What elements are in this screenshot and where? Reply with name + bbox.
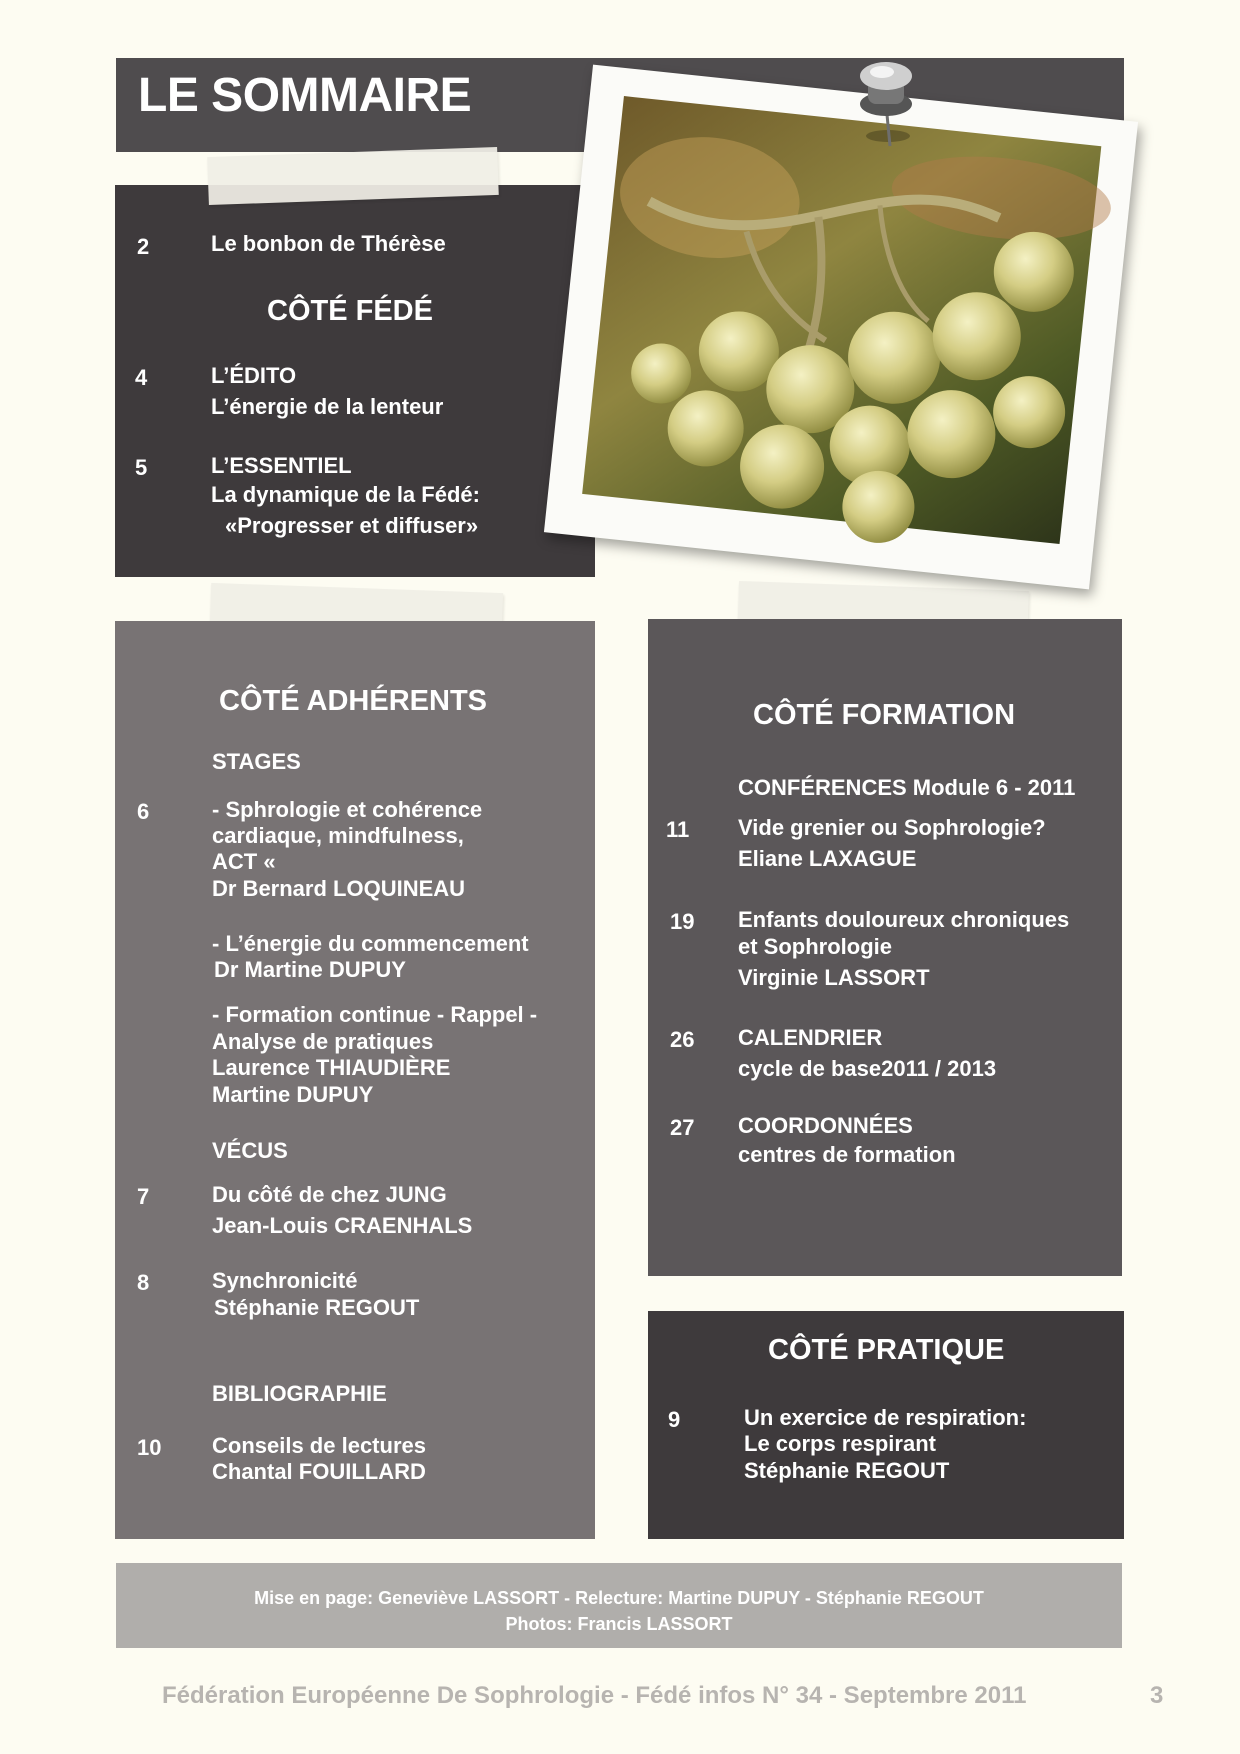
section-heading: CÔTÉ FÉDÉ	[267, 295, 433, 327]
credits-bar	[116, 1563, 1122, 1648]
credits-line: Photos: Francis LASSORT	[505, 1614, 733, 1634]
page-number: 6	[137, 799, 150, 824]
entry-author: Stéphanie REGOUT	[744, 1458, 950, 1483]
entry-title: Le bonbon de Thérèse	[211, 231, 446, 256]
entry-author: Dr Bernard LOQUINEAU	[212, 876, 466, 901]
subsection-label: BIBLIOGRAPHIE	[212, 1381, 387, 1406]
entry-title: et Sophrologie	[738, 934, 892, 959]
entry-title: Du côté de chez JUNG	[212, 1182, 447, 1207]
page-number: 19	[670, 909, 695, 934]
entry-title: Vide grenier ou Sophrologie?	[738, 815, 1046, 840]
page-number: 4	[135, 365, 148, 390]
entry-title: Un exercice de respiration:	[744, 1405, 1027, 1430]
entry-subtitle: centres de formation	[738, 1142, 956, 1167]
entry-title: Enfants douloureux chroniques	[738, 907, 1070, 932]
section-cote-fede	[115, 185, 595, 577]
subsection-label: CONFÉRENCES Module 6 - 2011	[738, 775, 1076, 800]
entry-title: - Formation continue - Rappel -	[212, 1002, 538, 1027]
page-number: 27	[670, 1115, 695, 1140]
page-number: 2	[137, 234, 150, 259]
entry-title: COORDONNÉES	[738, 1113, 913, 1138]
entry-subtitle: Le corps respirant	[744, 1431, 936, 1456]
entry-subtitle: «Progresser et diffuser»	[225, 513, 479, 538]
entry-author: Stéphanie REGOUT	[214, 1295, 420, 1320]
entry-subtitle: cycle de base2011 / 2013	[738, 1056, 997, 1081]
entry-author: Eliane LAXAGUE	[738, 846, 917, 871]
entry-title: L’ÉDITO	[211, 363, 297, 388]
entry-title: - Sphrologie et cohérence	[212, 797, 483, 822]
subsection-label: STAGES	[212, 749, 301, 774]
entry-subtitle: L’énergie de la lenteur	[211, 394, 444, 419]
tape-strip	[207, 147, 498, 205]
entry-title: CALENDRIER	[738, 1025, 883, 1050]
entry-title: Analyse de pratiques	[212, 1029, 434, 1054]
entry-title: cardiaque, mindfulness,	[212, 823, 464, 848]
page-number: 5	[135, 455, 148, 480]
footer-publication: Fédération Européenne De Sophrologie - Fédé infos N° 34 - Septembre 2011	[162, 1682, 1027, 1709]
section-cote-pratique	[648, 1311, 1124, 1539]
credits-line: Mise en page: Geneviève LASSORT - Relecture: Martine DUPUY - Stéphanie REGOUT	[254, 1588, 984, 1608]
page-number: 8	[137, 1270, 150, 1295]
page-number: 7	[137, 1184, 150, 1209]
entry-title: Conseils de lectures	[212, 1433, 426, 1458]
section-cote-adherents	[115, 621, 595, 1539]
page-number: 10	[137, 1435, 162, 1460]
entry-author: Virginie LASSORT	[738, 965, 930, 990]
page-number: 9	[668, 1407, 681, 1432]
subsection-label: VÉCUS	[212, 1138, 288, 1163]
page-number: 11	[666, 817, 690, 842]
push-pin-icon	[838, 54, 928, 154]
entry-title: - L’énergie du commencement	[212, 931, 529, 956]
section-heading: CÔTÉ ADHÉRENTS	[219, 685, 487, 717]
section-heading: CÔTÉ PRATIQUE	[768, 1334, 1005, 1366]
section-heading: CÔTÉ FORMATION	[753, 699, 1016, 731]
entry-author: Jean-Louis CRAENHALS	[212, 1213, 473, 1238]
entry-title: L’ESSENTIEL	[211, 453, 352, 478]
page-number: 26	[670, 1027, 695, 1052]
section-cote-formation	[648, 619, 1122, 1276]
page-number-footer: 3	[1150, 1682, 1164, 1709]
entry-author: Laurence THIAUDIÈRE	[212, 1055, 451, 1080]
page-title: LE SOMMAIRE	[138, 69, 472, 122]
entry-author: Dr Martine DUPUY	[214, 957, 406, 982]
entry-author: Martine DUPUY	[212, 1082, 374, 1107]
entry-subtitle: La dynamique de la Fédé:	[211, 482, 480, 507]
entry-title: ACT «	[212, 849, 276, 874]
entry-title: Synchronicité	[212, 1268, 358, 1293]
entry-author: Chantal FOUILLARD	[212, 1459, 426, 1484]
